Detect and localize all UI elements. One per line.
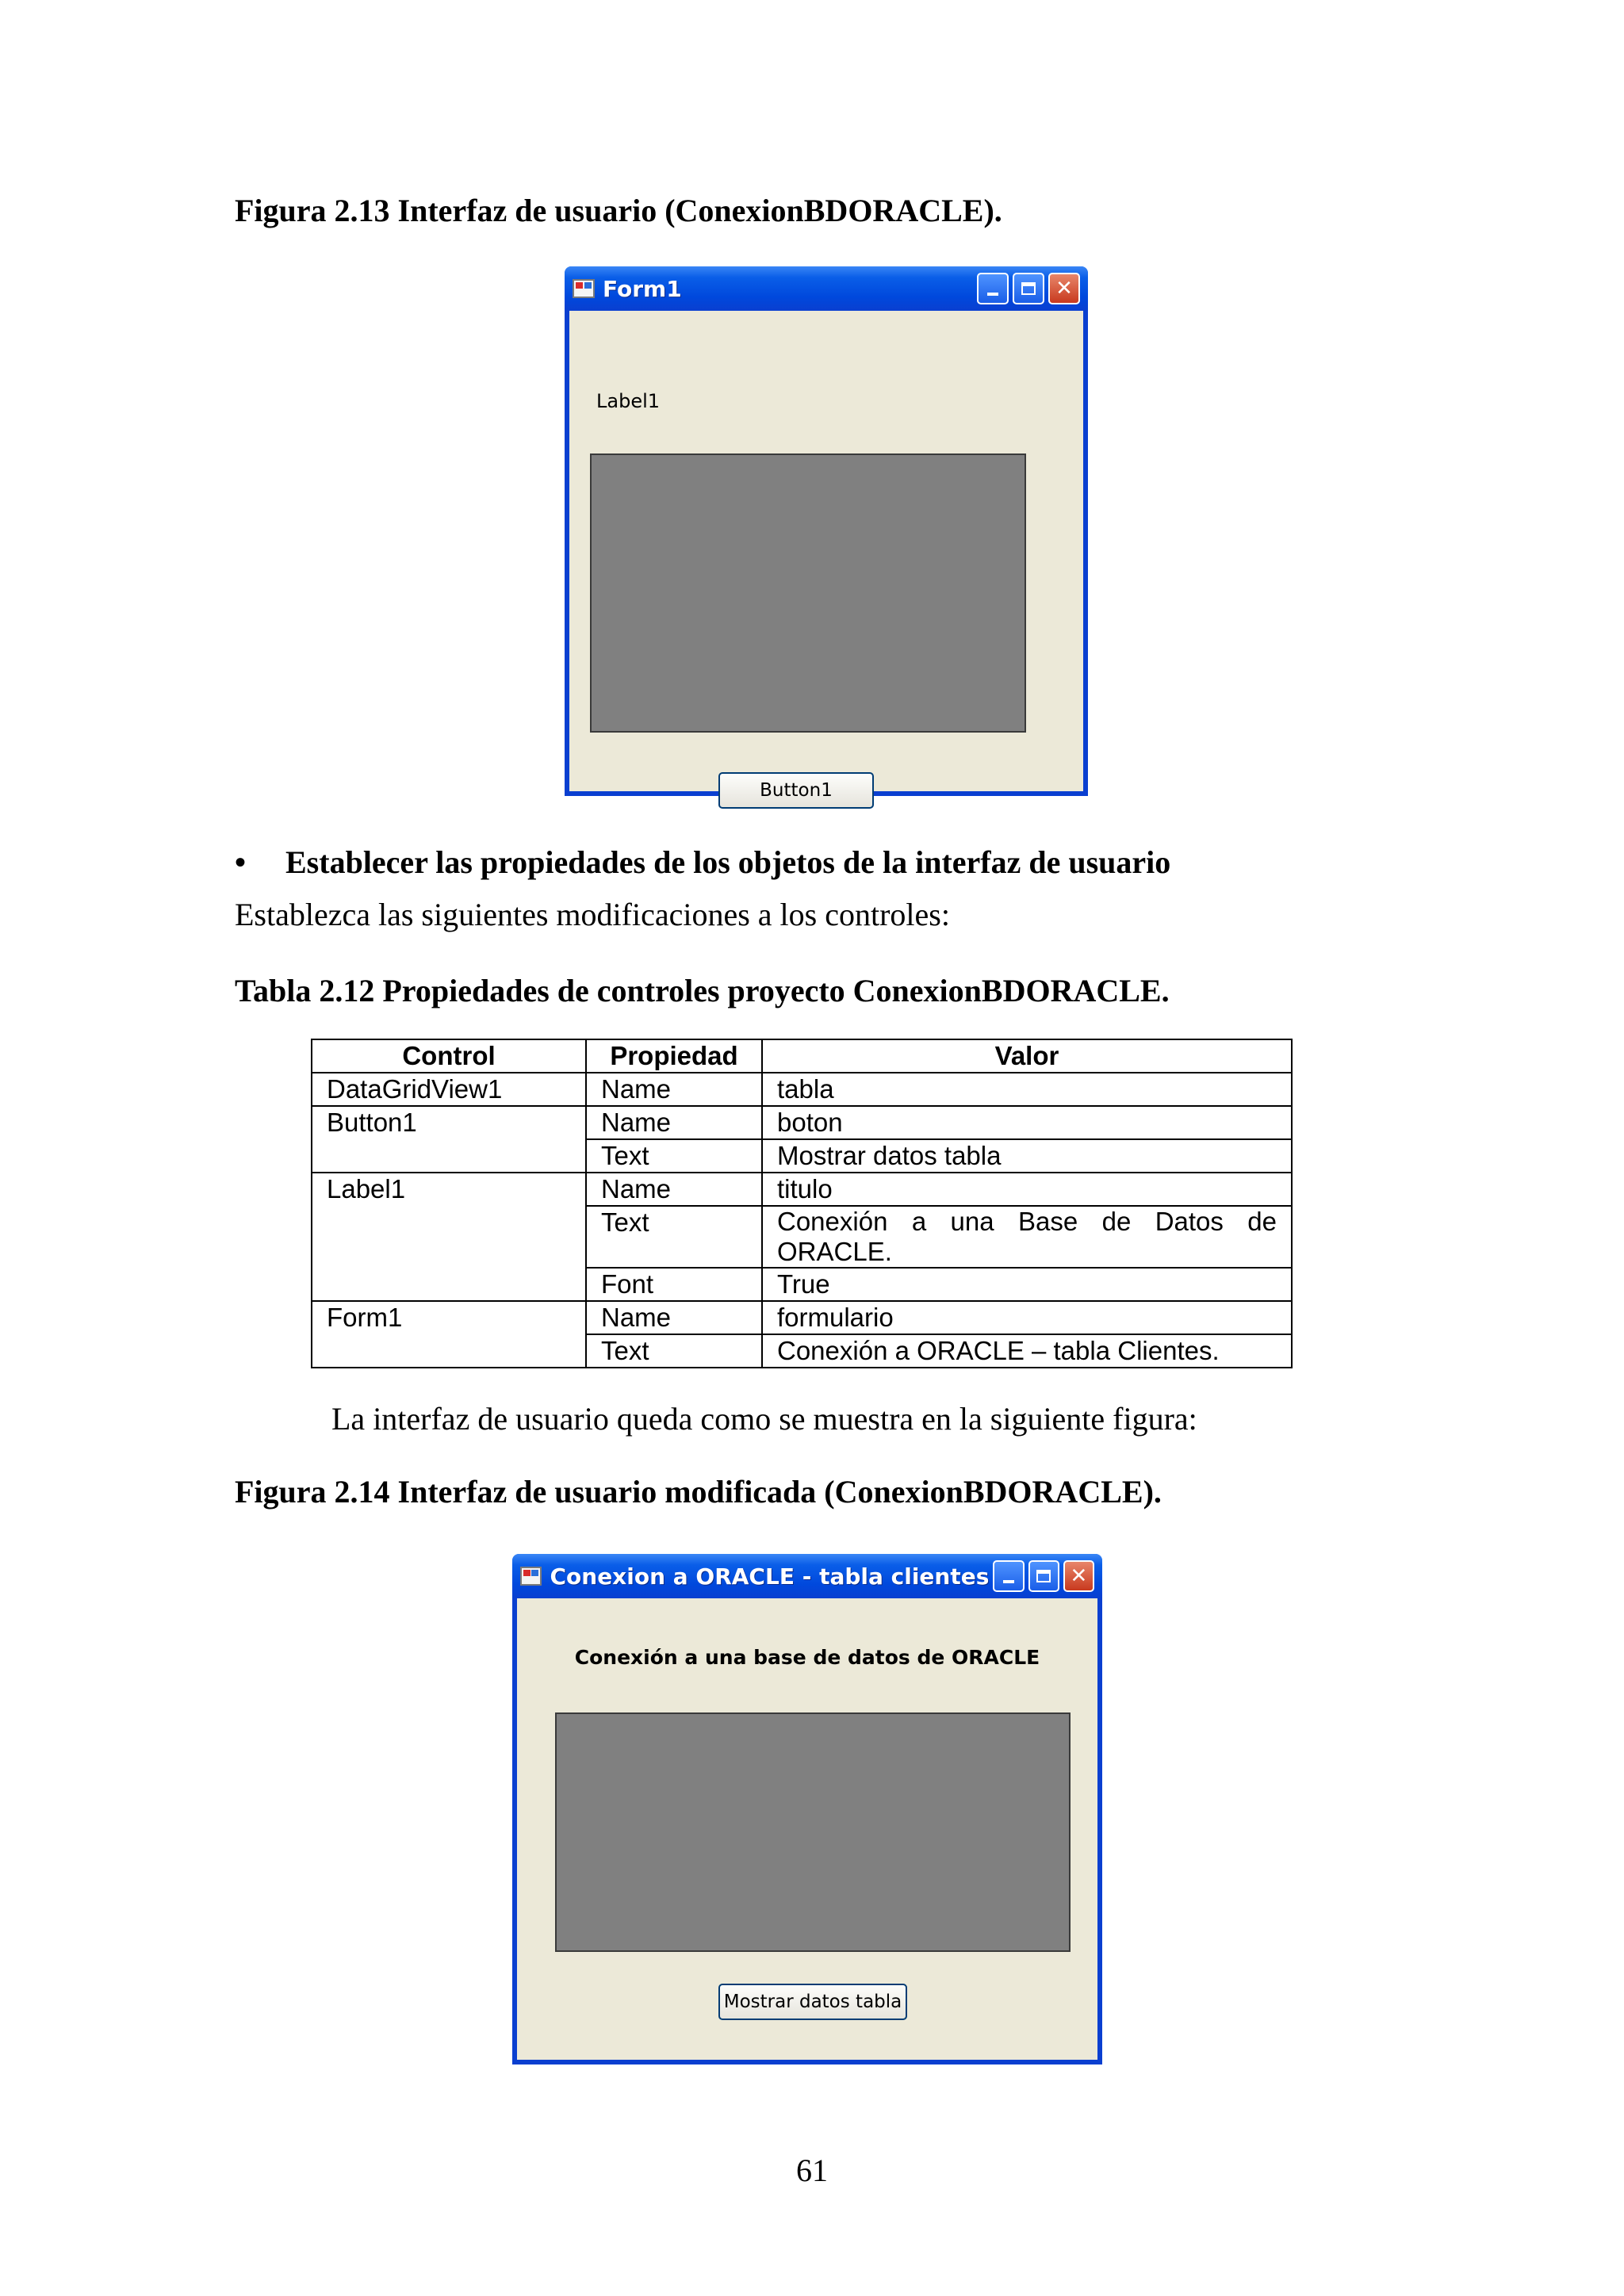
- minimize-icon[interactable]: [977, 273, 1009, 304]
- show-data-button[interactable]: Mostrar datos tabla: [718, 1984, 907, 2020]
- table-row: [312, 1106, 1292, 1139]
- result-paragraph: La interfaz de usuario queda como se muestra en la siguiente figura:: [331, 1401, 1197, 1437]
- property-cell: Name: [586, 1301, 762, 1334]
- button1[interactable]: Button1: [718, 772, 874, 809]
- label1: Label1: [596, 390, 661, 412]
- header-control: Control: [312, 1039, 586, 1073]
- maximize-icon[interactable]: [1028, 1560, 1059, 1592]
- property-cell: Text: [586, 1139, 762, 1173]
- table-row: [312, 1173, 1292, 1206]
- control-cell: Form1: [312, 1301, 586, 1368]
- form-icon: [573, 279, 595, 298]
- table-header-row: [312, 1039, 1292, 1073]
- section-heading: Establecer las propiedades de los objetos de la interfaz de usuario: [285, 844, 1171, 880]
- title-label: Conexión a una base de datos de ORACLE: [574, 1646, 1040, 1669]
- property-cell: Text: [586, 1334, 762, 1368]
- instruction-paragraph: Establezca las siguientes modificaciones a los controles:: [235, 897, 950, 932]
- bullet: •: [235, 844, 247, 880]
- figure-caption: Figura 2.14 Interfaz de usuario modificada (ConexionBDORACLE).: [235, 1474, 1162, 1510]
- header-property: Propiedad: [586, 1039, 762, 1073]
- figure-caption: Figura 2.13 Interfaz de usuario (ConexionBDORACLE).: [235, 193, 1002, 228]
- header-value: Valor: [762, 1039, 1292, 1073]
- minimize-icon[interactable]: [993, 1560, 1024, 1592]
- value-cell: Conexión a una Base de Datos de ORACLE.: [762, 1206, 1292, 1268]
- property-cell: Name: [586, 1173, 762, 1206]
- page-number: 61: [796, 2152, 828, 2188]
- form-icon: [520, 1567, 542, 1586]
- control-cell: Label1: [312, 1173, 586, 1301]
- title-bar[interactable]: [565, 266, 1088, 311]
- property-cell: Name: [586, 1073, 762, 1106]
- value-cell: formulario: [762, 1301, 1292, 1334]
- value-cell: tabla: [762, 1073, 1292, 1106]
- window-title: Form1: [603, 275, 682, 302]
- table-row: [312, 1301, 1292, 1334]
- property-cell: Text: [586, 1206, 762, 1268]
- value-cell: boton: [762, 1106, 1292, 1139]
- table-row: [312, 1073, 1292, 1106]
- data-grid-view[interactable]: [555, 1712, 1071, 1952]
- value-cell: Conexión a ORACLE – tabla Clientes.: [762, 1334, 1292, 1368]
- value-cell: titulo: [762, 1173, 1292, 1206]
- title-bar[interactable]: [512, 1554, 1102, 1598]
- close-icon[interactable]: ✕: [1063, 1560, 1094, 1592]
- table-caption: Tabla 2.12 Propiedades de controles proyecto ConexionBDORACLE.: [235, 973, 1170, 1008]
- property-cell: Name: [586, 1106, 762, 1139]
- value-cell: Mostrar datos tabla: [762, 1139, 1292, 1173]
- window-title: Conexion a ORACLE - tabla clientes: [550, 1563, 990, 1590]
- property-cell: Font: [586, 1268, 762, 1301]
- close-icon[interactable]: ✕: [1048, 273, 1080, 304]
- maximize-icon[interactable]: [1013, 273, 1044, 304]
- form-client-area: [517, 1598, 1097, 2060]
- value-cell: True: [762, 1268, 1292, 1301]
- control-cell: Button1: [312, 1106, 586, 1173]
- form1-window: [565, 266, 1088, 801]
- control-cell: DataGridView1: [312, 1073, 586, 1106]
- properties-table: [311, 1039, 1293, 1368]
- data-grid-view[interactable]: [590, 453, 1026, 733]
- modified-form-window: [512, 1554, 1102, 2064]
- form-client-area: [569, 311, 1083, 801]
